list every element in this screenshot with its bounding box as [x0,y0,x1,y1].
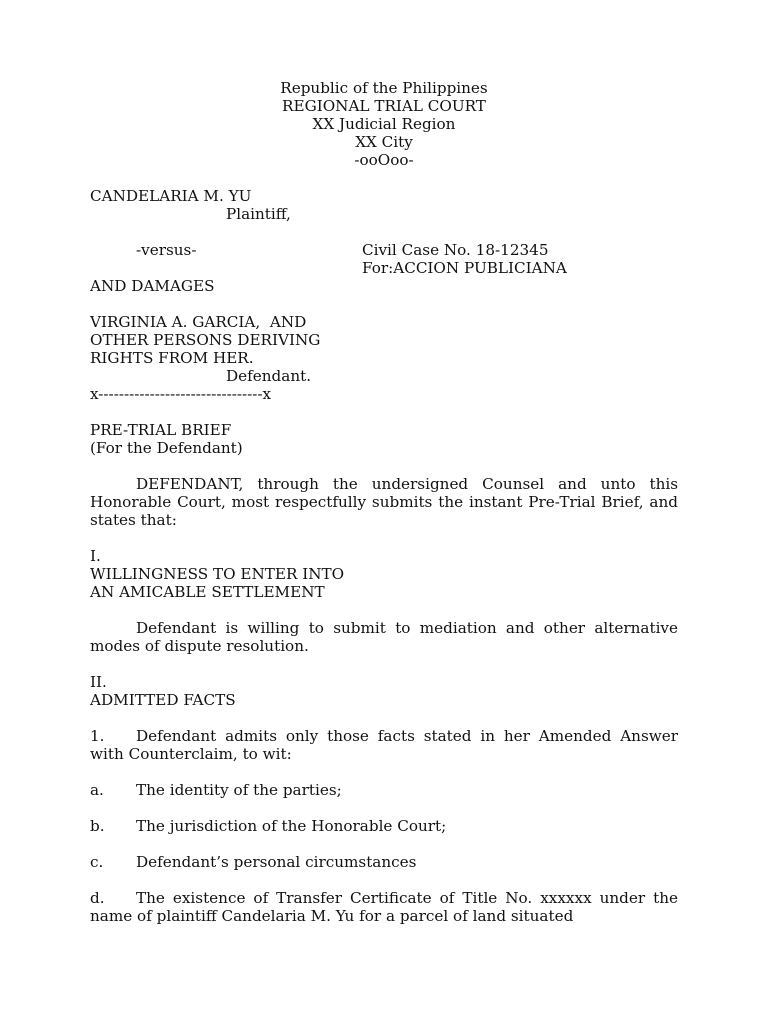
list-item [90,817,678,835]
list-item-mark: d. [90,889,105,907]
caption-separator: -ooOoo- [354,151,414,169]
list-item-text: The jurisdiction of the Honorable Court; [136,817,447,835]
case-number: Civil Case No. 18-12345 [362,241,549,259]
plaintiff-name: CANDELARIA M. YU [90,187,252,205]
list-item-mark: a. [90,781,104,799]
caption-region: XX Judicial Region [312,115,456,133]
section-1-heading-line1: WILLINGNESS TO ENTER INTO [90,565,345,583]
section-1-body: Defendant is willing to submit to mediation and other alternative modes of dispute resolution. [90,619,678,655]
admitted-fact-1-number: 1. [90,727,105,745]
caption-republic: Republic of the Philippines [280,79,488,97]
list-item-text: The identity of the parties; [136,781,342,799]
intro-paragraph: DEFENDANT, through the undersigned Counsel and unto this Honorable Court, most respectfully submits the instant Pre-Trial Brief, and states that: [90,475,678,529]
section-1-heading-line2: AN AMICABLE SETTLEMENT [90,583,325,601]
section-2-heading: ADMITTED FACTS [90,691,236,709]
versus-label: -versus- [136,241,197,259]
caption-city: XX City [355,133,413,151]
defendant-others: OTHER PERSONS DERIVING [90,331,321,349]
case-nature: For:ACCION PUBLICIANA [362,259,567,277]
list-item [90,853,678,871]
list-item-text: The existence of Transfer Certificate of Title No. xxxxxx under the name of plaintiff Candelaria M. Yu for a parcel of land situated [90,889,678,925]
list-item [90,889,678,925]
defendant-rights: RIGHTS FROM HER. [90,349,254,367]
list-item [90,781,678,799]
defendant-role: Defendant. [226,367,312,385]
caption-divider: x--------------------------------x [90,385,272,403]
admitted-fact-1 [90,727,678,763]
section-2-numeral: II. [90,673,107,691]
plaintiff-role: Plaintiff, [226,205,291,223]
list-item-text: Defendant’s personal circumstances [136,853,417,871]
document-title: PRE-TRIAL BRIEF [90,421,232,439]
section-1-numeral: I. [90,547,101,565]
caption-court: REGIONAL TRIAL COURT [282,97,486,115]
list-item-mark: b. [90,817,105,835]
document-subtitle: (For the Defendant) [90,439,243,457]
list-item-mark: c. [90,853,104,871]
admitted-fact-1-text: Defendant admits only those facts stated in her Amended Answer with Counterclaim, to wit: [90,727,678,763]
defendant-name: VIRGINIA A. GARCIA, AND [90,313,307,331]
case-nature-continued: AND DAMAGES [90,277,215,295]
